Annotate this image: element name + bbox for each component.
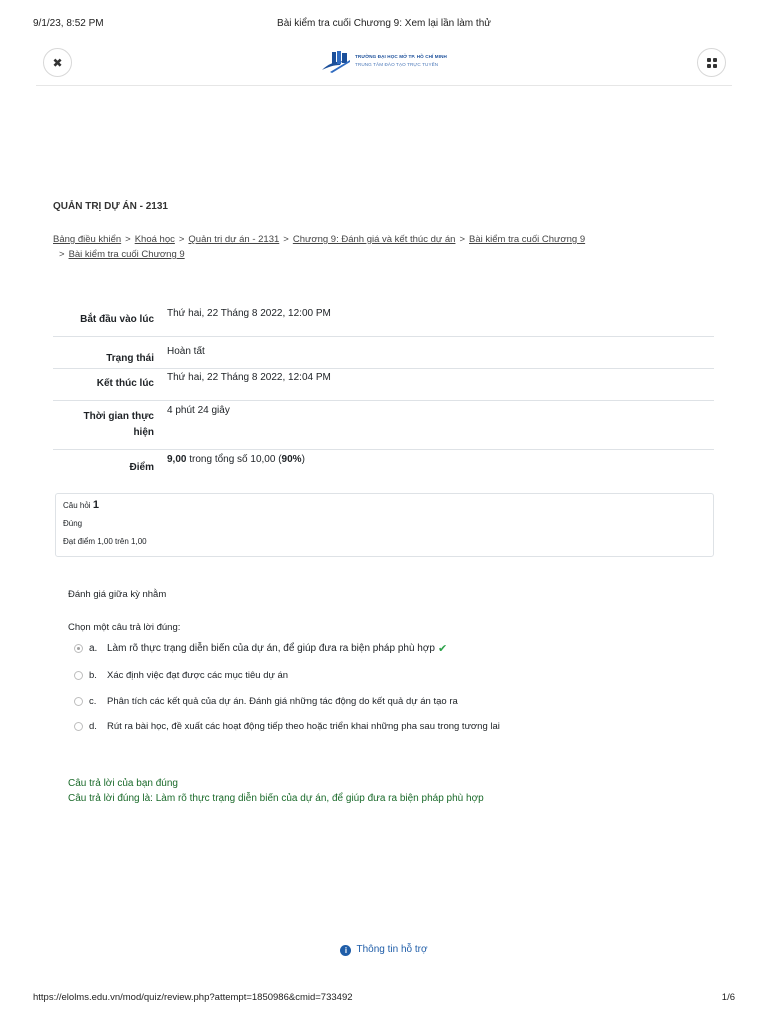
question-text: Đánh giá giữa kỳ nhằm — [68, 589, 167, 600]
answer-prompt: Chọn một câu trả lời đúng: — [68, 622, 181, 633]
course-title: QUẢN TRỊ DỰ ÁN - 2131 — [53, 201, 168, 212]
answer-text: Rút ra bài học, đề xuất các hoạt động tiếp theo hoặc triển khai những pha sau trong tương lai — [107, 721, 500, 732]
grid-icon — [707, 58, 717, 68]
print-document-title: Bài kiểm tra cuối Chương 9: Xem lại lần làm thử — [277, 18, 491, 29]
print-page-number: 1/6 — [721, 992, 735, 1003]
radio-icon[interactable] — [74, 722, 83, 731]
breadcrumb-separator: > — [459, 234, 466, 245]
grade-percent: 90% — [281, 454, 302, 465]
question-info-box — [55, 493, 714, 557]
answer-letter: a. — [89, 643, 98, 654]
breadcrumb-separator: > — [125, 234, 131, 245]
breadcrumb-dashboard[interactable]: Bảng điều khiển — [53, 234, 122, 245]
breadcrumb-quiz-review[interactable]: Bài kiểm tra cuối Chương 9 — [68, 249, 185, 260]
print-datetime: 9/1/23, 8:52 PM — [33, 18, 104, 29]
breadcrumb-separator: > — [59, 249, 65, 260]
logo-text-center: TRUNG TÂM ĐÀO TẠO TRỰC TUYẾN — [355, 62, 439, 67]
summary-label-line1: Thời gian thực — [83, 411, 154, 422]
radio-icon[interactable] — [74, 671, 83, 680]
summary-row-grade — [53, 450, 714, 481]
feedback-right-answer: Câu trả lời đúng là: Làm rõ thực trạng diễn biến của dự án, để giúp đưa ra biện pháp phù hợp — [68, 793, 484, 804]
question-number-value: 1 — [92, 499, 99, 511]
site-logo[interactable] — [320, 50, 480, 74]
correct-check-icon: ✔ — [437, 643, 448, 655]
answer-option-a[interactable] — [74, 642, 447, 655]
answer-feedback — [68, 776, 484, 806]
summary-row-state — [53, 337, 714, 369]
support-label: Thông tin hỗ trợ — [356, 944, 428, 955]
question-number-prefix: Câu hỏi — [63, 501, 91, 510]
print-header — [33, 18, 735, 32]
question-number — [63, 499, 706, 512]
answer-option-b[interactable] — [74, 670, 288, 681]
breadcrumb-courses[interactable]: Khoá học — [134, 234, 175, 245]
breadcrumb-separator: > — [283, 234, 289, 245]
breadcrumb — [53, 232, 673, 262]
summary-label: Điểm — [129, 462, 154, 473]
logo-text-university: TRƯỜNG ĐẠI HỌC MỞ TP. HỒ CHÍ MINH — [355, 54, 447, 59]
question-status: Đúng — [63, 519, 83, 528]
summary-row-started — [53, 298, 714, 337]
summary-value-grade — [160, 450, 714, 481]
summary-value: Thứ hai, 22 Tháng 8 2022, 12:00 PM — [167, 308, 331, 319]
top-navbar — [36, 44, 732, 86]
summary-label — [53, 401, 160, 449]
answer-letter: c. — [89, 696, 97, 707]
summary-value: Hoàn tất — [167, 346, 205, 357]
summary-label-line2: hiện — [133, 427, 154, 438]
feedback-correct-message: Câu trả lời của bạn đúng — [68, 778, 178, 789]
print-url: https://elolms.edu.vn/mod/quiz/review.php?attempt=1850986&cmid=733492 — [33, 992, 353, 1003]
summary-label: Trạng thái — [106, 353, 154, 364]
summary-value: 4 phút 24 giây — [167, 405, 230, 416]
breadcrumb-course[interactable]: Quản trị dự án - 2131 — [188, 234, 280, 245]
summary-label: Bắt đầu vào lúc — [80, 314, 154, 325]
answer-letter: b. — [89, 670, 97, 681]
close-button[interactable] — [43, 48, 72, 77]
radio-icon[interactable] — [74, 697, 83, 706]
support-link[interactable] — [0, 944, 768, 956]
answer-text: Làm rõ thực trạng diễn biến của dự án, để giúp đưa ra biện pháp phù hợp — [107, 643, 435, 654]
summary-row-time-taken — [53, 401, 714, 450]
print-footer — [33, 992, 735, 1006]
summary-row-completed — [53, 369, 714, 401]
attempt-summary-table — [53, 298, 714, 481]
info-icon: i — [340, 945, 351, 956]
answer-text: Phân tích các kết quả của dự án. Đánh giá những tác động do kết quả dự án tạo ra — [107, 696, 458, 707]
question-mark: Đạt điểm 1,00 trên 1,00 — [63, 537, 147, 546]
answer-option-d[interactable] — [74, 721, 500, 732]
blocks-drawer-button[interactable] — [697, 48, 726, 77]
summary-value: Thứ hai, 22 Tháng 8 2022, 12:04 PM — [167, 372, 331, 383]
grade-score: 9,00 — [167, 454, 187, 465]
radio-selected-icon[interactable] — [74, 644, 83, 653]
answer-letter: d. — [89, 721, 97, 732]
breadcrumb-separator: > — [178, 234, 185, 245]
answer-text: Xác định việc đạt được các mục tiêu dự án — [107, 670, 289, 681]
summary-label: Kết thúc lúc — [96, 378, 154, 389]
university-logo-icon — [320, 50, 352, 74]
close-icon: ✖ — [52, 55, 63, 70]
grade-end: ) — [301, 454, 305, 465]
breadcrumb-quiz[interactable]: Bài kiểm tra cuối Chương 9 — [469, 234, 586, 245]
breadcrumb-chapter[interactable]: Chương 9: Đánh giá và kết thúc dự án — [292, 234, 456, 245]
grade-middle: trong tổng số 10,00 ( — [186, 454, 282, 465]
answer-option-c[interactable] — [74, 696, 458, 707]
